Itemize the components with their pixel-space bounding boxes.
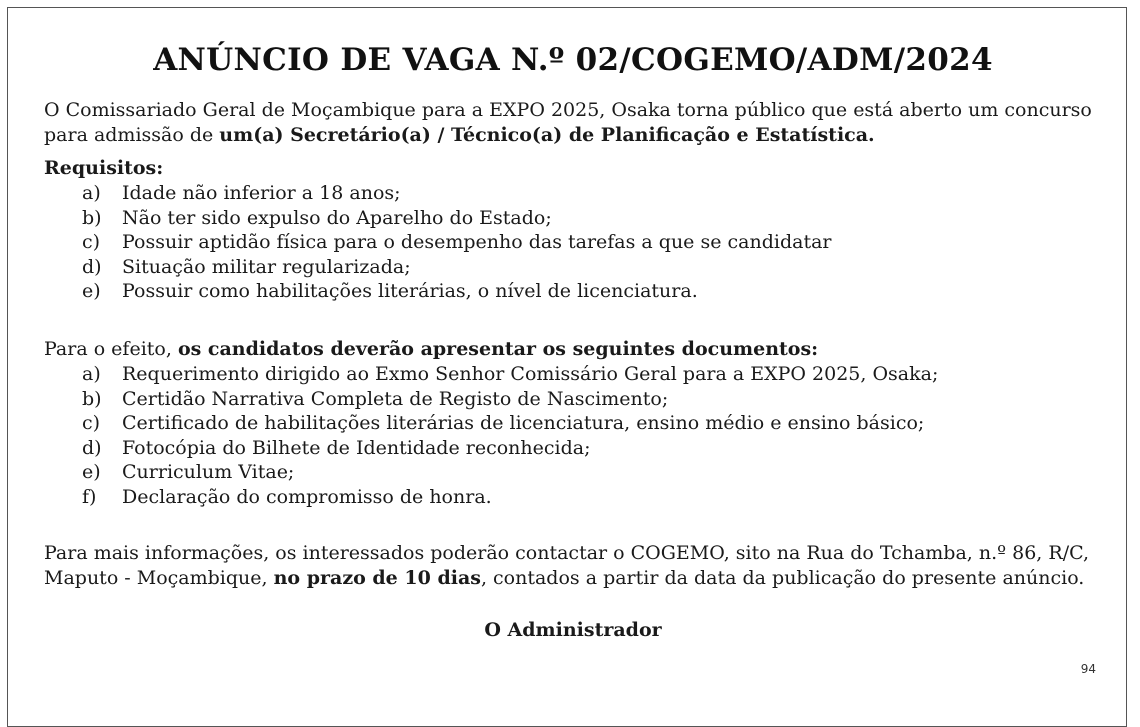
list-item-text: Situação militar regularizada; [122,255,411,278]
closing-line-2 [44,566,1124,591]
list-item-text: Não ter sido expulso do Aparelho do Estado; [122,206,552,229]
documents-list [44,362,1124,509]
list-marker: e) [82,461,101,483]
intro-line-2 [44,123,1124,148]
closing-line-2-after: , contados a partir da data da publicação do presente anúncio. [480,566,1085,589]
list-item [44,206,1124,231]
list-marker: f) [82,485,97,508]
list-item [44,460,1124,485]
list-item-text: Certificado de habilitações literárias de licenciatura, ensino médio e ensino básico; [122,412,925,434]
list-item [44,230,1124,255]
list-item [44,279,1124,304]
documents-intro-bold: os candidatos deverão apresentar os seguintes documentos: [177,338,819,360]
intro-line-1: O Comissariado Geral de Moçambique para a EXPO 2025, Osaka torna público que está aberto um concurso [44,99,1092,121]
documents-intro [44,337,1124,362]
announcement-title: ANÚNCIO DE VAGA N.º 02/COGEMO/ADM/2024 [153,42,993,78]
list-item [44,181,1124,206]
list-item [44,362,1124,387]
closing-line-2-before: Maputo - Moçambique, [44,566,274,589]
requirements-list [44,181,1124,304]
list-item-text: Declaração do compromisso de honra. [122,485,492,508]
list-item [44,436,1124,461]
list-item [44,411,1124,436]
closing-line-1: Para mais informações, os interessados poderão contactar o COGEMO, sito na Rua do Tchamba, n.º 86, R/C, [44,542,1089,564]
intro-line-2-plain: para admissão de [44,123,220,146]
list-item-text: Possuir como habilitações literárias, o nível de licenciatura. [122,280,698,302]
documents-intro-plain: Para o efeito, [44,338,178,360]
list-item-text: Requerimento dirigido ao Exmo Senhor Comissário Geral para a EXPO 2025, Osaka; [122,363,939,385]
list-marker: b) [82,206,102,229]
page-number: 94 [1080,662,1096,676]
list-item-text: Possuir aptidão física para o desempenho das tarefas a que se candidatar [122,231,832,253]
list-marker: c) [82,412,101,434]
list-item-text: Curriculum Vitae; [122,461,295,483]
list-item-text: Certidão Narrativa Completa de Registo de Nascimento; [122,387,669,410]
list-marker: a) [82,363,101,385]
position-title: um(a) Secretário(a) / Técnico(a) de Planificação e Estatística. [219,123,875,146]
list-marker: b) [82,387,102,410]
list-item [44,485,1124,510]
deadline-text: no prazo de 10 dias [273,566,481,589]
list-item [44,387,1124,412]
signature: O Administrador [484,619,662,641]
list-item-text: Idade não inferior a 18 anos; [122,182,401,204]
requirements-heading: Requisitos: [44,157,164,179]
announcement-frame [7,7,1127,727]
list-marker: a) [82,182,101,204]
list-marker: d) [82,436,102,459]
list-marker: c) [82,231,101,253]
list-marker: e) [82,280,101,302]
list-marker: d) [82,255,102,278]
closing-paragraph [44,541,1124,590]
list-item-text: Fotocópia do Bilhete de Identidade reconhecida; [122,436,591,459]
intro-paragraph [44,98,1124,147]
list-item [44,255,1124,280]
